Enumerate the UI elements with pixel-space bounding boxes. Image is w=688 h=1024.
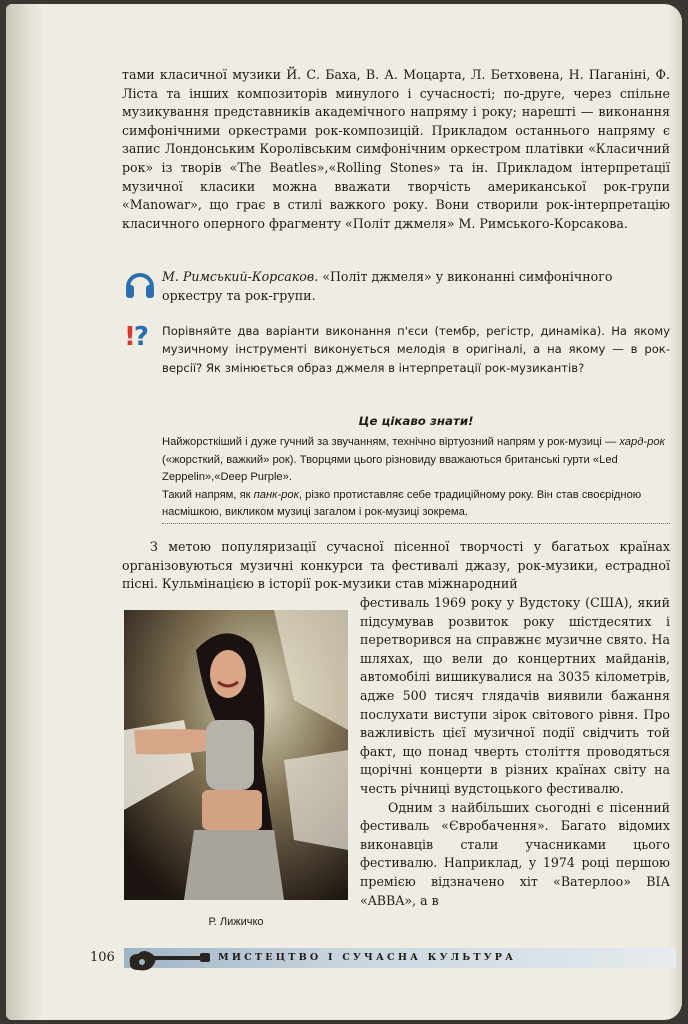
book-page [6,4,682,1020]
page-gutter [6,4,44,1020]
singer-photo [124,610,348,900]
question-text: Порівняйте два варіанти виконання п'єси (тембр, регістр, динаміка). На якому музичному інструменті виконується мелодія в оригіналі, а на якому — в рок-версії? Як змінюється образ джмеля в інтерпретації рок-музикантів? [162,324,670,375]
festival-column [360,594,670,910]
fact-title: Це цікаво знати! [358,414,474,428]
eurovision-paragraph: Одним з найбільших сьогодні є пісенний фестиваль «Євробачення». Багато відомих виконавців стали учасниками цього фестивалю. Наприклад, у 1974 році першою премією відзначено хіт «Ватерлоо» ВІА «ABBA», а в [360,799,670,908]
listening-work: «Політ джмеля» у виконанні симфонічного оркестру та рок-групи. [162,269,613,303]
woodstock-paragraph: фестиваль 1969 року у Вудстоку (США), який підсумував розвиток року шістдесятих і перетворився на справжнє музичне свято. На шляхах, що вели до концертних майданів, автомобілі вишикувалися на 3035 кілометрів, адже 500 тисяч глядачів виявили бажання послухати виступи зірок світового рівня. Про важливість цієї музичної події свідчить той факт, що понад чверть століття проводяться щорічні концерти в різних країнах світу на честь річниці вудстоцького фестивалю. [360,595,670,796]
photo-caption: Р. Лижичко [208,916,264,928]
festival-lead-paragraph: З метою популяризації сучасної пісенної творчості у багатьох країнах організовуються музичні конкурси та фестивалі джазу, рок-музики, естрадної пісні. Кульмінацією в історії рок-музики став міжнародний [122,539,670,592]
question-icon: !? [124,322,147,352]
guitar-icon [126,942,212,972]
listening-assignment [162,268,670,305]
headphones-icon [124,268,156,300]
fact-box [162,434,670,522]
page-edge [668,4,682,1020]
page-number: 106 [90,950,115,965]
fact-divider [162,523,670,524]
section-title: МИСТЕЦТВО І СУЧАСНА КУЛЬТУРА [218,952,517,963]
composer-name: М. Римський-Корсаков. [162,269,319,284]
intro-paragraph: тами класичної музики Й. С. Баха, В. А. Моцарта, Л. Бетховена, Н. Паганіні, Ф. Ліста та інших композиторів минулого і сучасності; по-друге, через спільне музикування представників академічного напряму і року; нарешті — виконання симфонічними оркестрами рок-композицій. Прикладом останнього напряму є запис Лондонським Королівським симфонічним оркестром платівки «Класичний рок» із творів «The Beatles»,«Rolling Stones» та ін. Прикладом інтерпретації музичної класики можна вважати творчість американської рок-групи «Manowar», що грає в стилі важкого року. Вони створили рок-інтерпретацію класичного оперного фрагменту «Політ джмеля» М. Римського-Корсакова. [122,67,670,231]
fact-paragraph-punk-rock: Такий напрям, як панк-рок, різко протиставляє себе традиційному року. Він став своєрідною насмішкою, викликом музиці загалом і рок-музиці зокрема. [162,488,642,519]
fact-paragraph-hard-rock: Найжорсткіший і дуже гучний за звучанням, технічно віртуозний напрям у рок-музиці — хард-рок («жорсткий, важкий» рок). Творцями цього різновиду вважаються британські гурти «Led Zeppelin»,«Deep Purple». [162,436,665,484]
